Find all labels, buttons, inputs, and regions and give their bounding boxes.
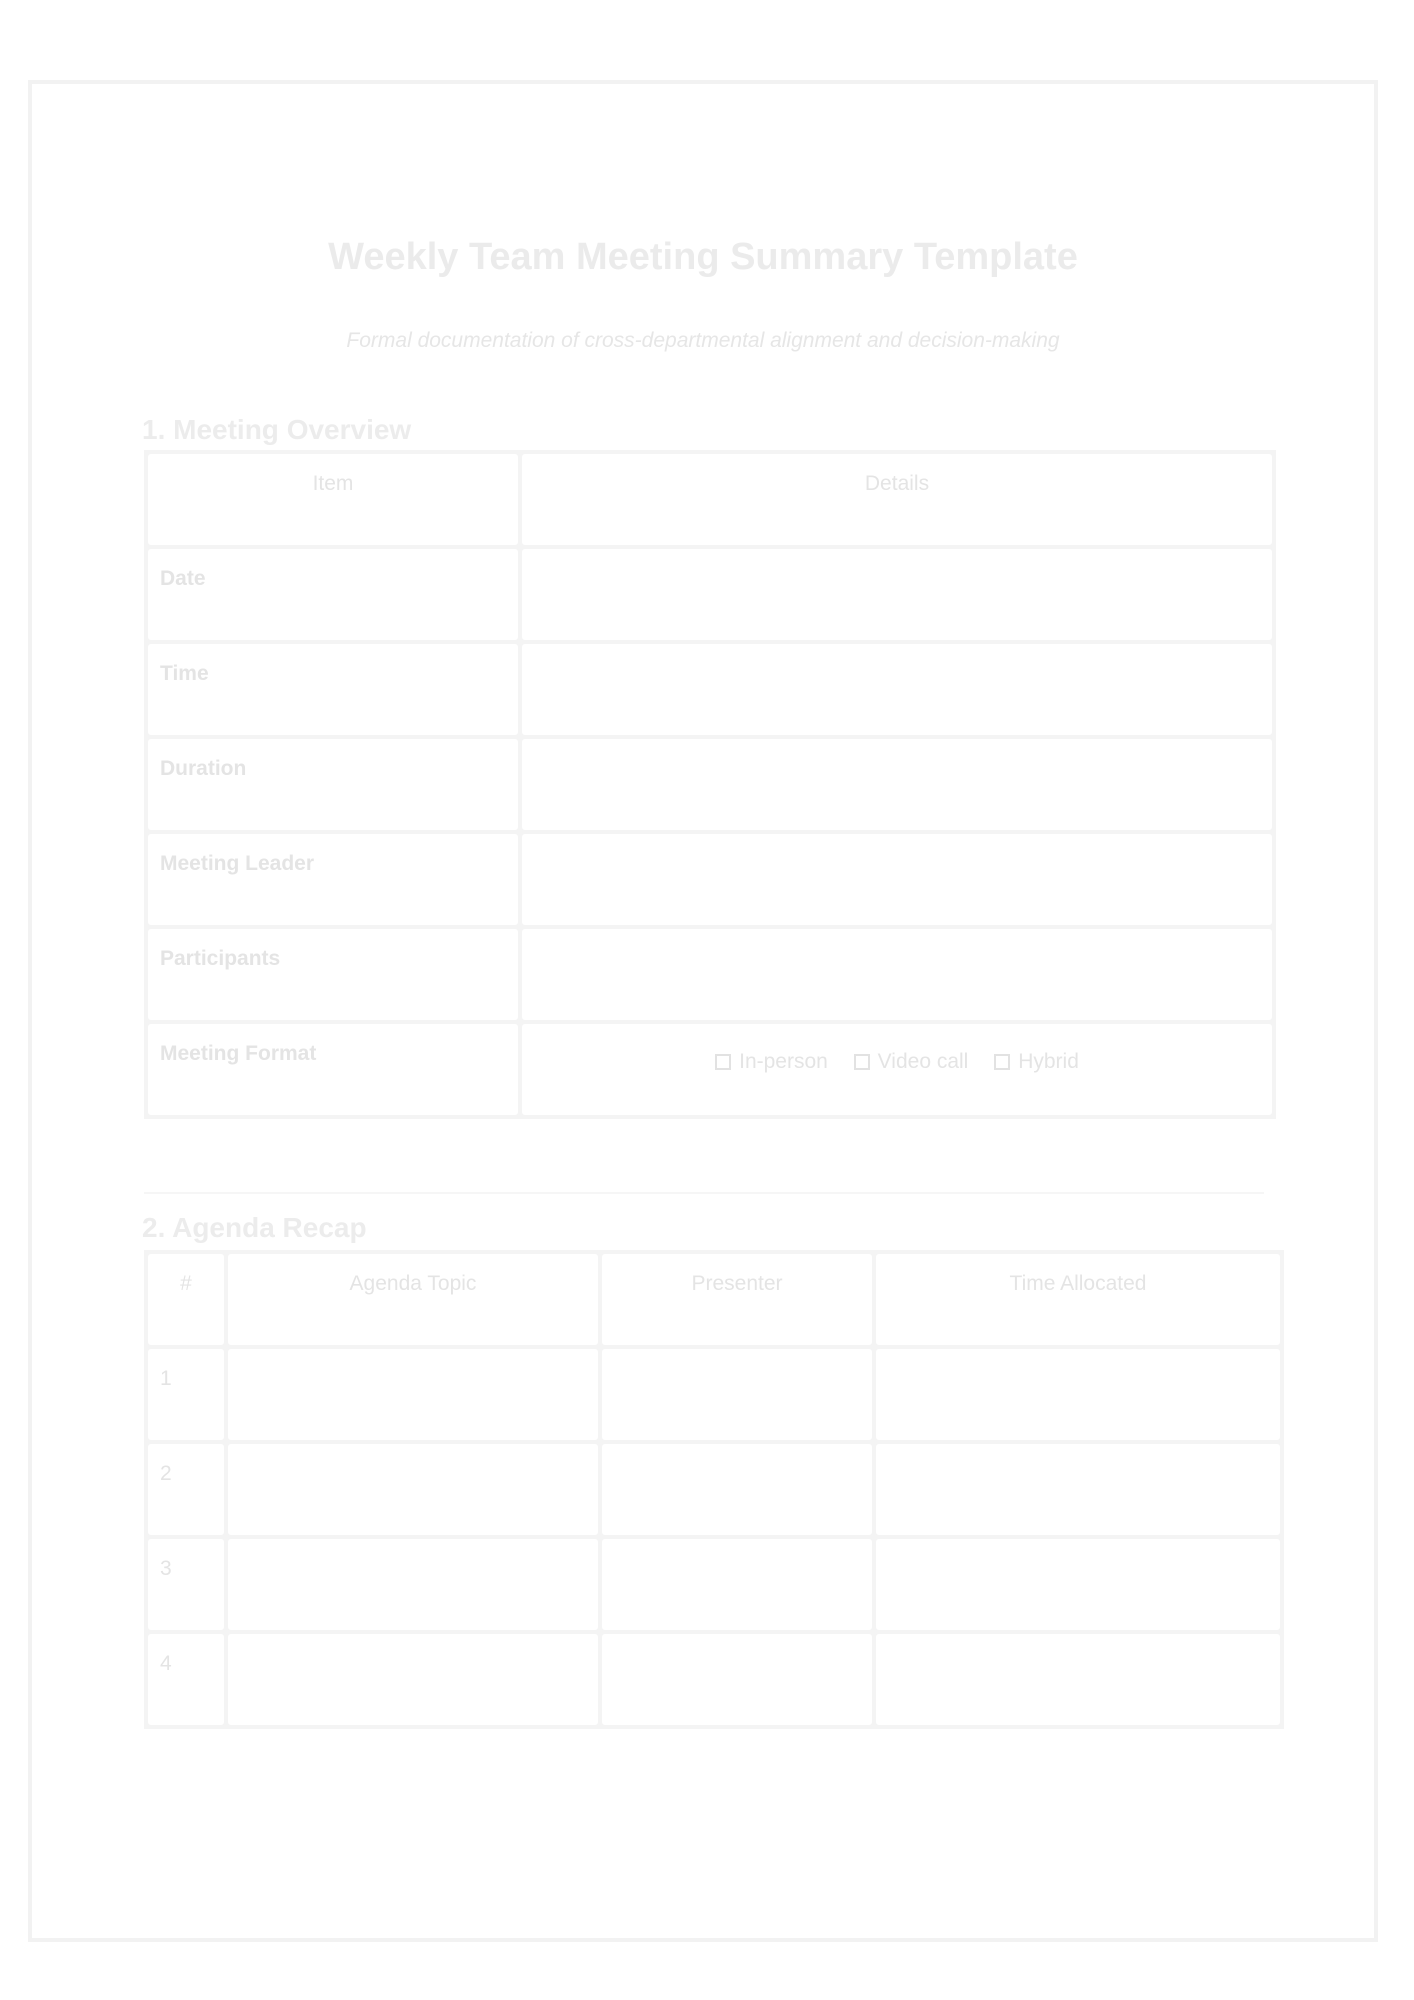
checkbox-icon[interactable] bbox=[854, 1054, 870, 1070]
column-header-item: Item bbox=[148, 454, 518, 545]
table-header-row bbox=[148, 1254, 1280, 1345]
format-option-label: In-person bbox=[739, 1050, 828, 1073]
row-number: 2 bbox=[148, 1444, 224, 1535]
section-heading-agenda: 2. Agenda Recap bbox=[142, 1212, 367, 1243]
presenter-field[interactable] bbox=[602, 1444, 872, 1535]
column-header-agenda-topic: Agenda Topic bbox=[228, 1254, 598, 1345]
column-header-presenter: Presenter bbox=[602, 1254, 872, 1345]
agenda-topic-field[interactable] bbox=[228, 1444, 598, 1535]
format-option-in-person[interactable] bbox=[715, 1050, 828, 1073]
table-row bbox=[148, 1024, 1272, 1115]
checkbox-icon[interactable] bbox=[715, 1054, 731, 1070]
document-page bbox=[28, 80, 1378, 1942]
presenter-field[interactable] bbox=[602, 1349, 872, 1440]
table-row bbox=[148, 834, 1272, 925]
row-label-duration: Duration bbox=[148, 739, 518, 830]
format-option-label: Hybrid bbox=[1018, 1050, 1079, 1073]
document-title: Weekly Team Meeting Summary Template bbox=[328, 236, 1078, 278]
agenda-topic-field[interactable] bbox=[228, 1634, 598, 1725]
time-allocated-field[interactable] bbox=[876, 1444, 1280, 1535]
row-label-date: Date bbox=[148, 549, 518, 640]
date-value-field[interactable] bbox=[522, 549, 1272, 640]
time-allocated-field[interactable] bbox=[876, 1349, 1280, 1440]
time-allocated-field[interactable] bbox=[876, 1539, 1280, 1630]
column-header-details: Details bbox=[522, 454, 1272, 545]
column-header-time-allocated: Time Allocated bbox=[876, 1254, 1280, 1345]
format-option-hybrid[interactable] bbox=[994, 1050, 1079, 1073]
meeting-leader-value-field[interactable] bbox=[522, 834, 1272, 925]
checkbox-icon[interactable] bbox=[994, 1054, 1010, 1070]
table-row bbox=[148, 929, 1272, 1020]
presenter-field[interactable] bbox=[602, 1634, 872, 1725]
meeting-format-options bbox=[522, 1024, 1272, 1115]
agenda-topic-field[interactable] bbox=[228, 1539, 598, 1630]
agenda-recap-table bbox=[144, 1250, 1284, 1729]
row-number: 1 bbox=[148, 1349, 224, 1440]
row-label-meeting-leader: Meeting Leader bbox=[148, 834, 518, 925]
row-label-time: Time bbox=[148, 644, 518, 735]
row-label-meeting-format: Meeting Format bbox=[148, 1024, 518, 1115]
row-number: 3 bbox=[148, 1539, 224, 1630]
column-header-number: # bbox=[148, 1254, 224, 1345]
time-allocated-field[interactable] bbox=[876, 1634, 1280, 1725]
table-row bbox=[148, 1539, 1280, 1630]
agenda-topic-field[interactable] bbox=[228, 1349, 598, 1440]
duration-value-field[interactable] bbox=[522, 739, 1272, 830]
section-heading-overview: 1. Meeting Overview bbox=[142, 414, 412, 445]
meeting-overview-table bbox=[144, 450, 1276, 1119]
presenter-field[interactable] bbox=[602, 1539, 872, 1630]
document-subtitle: Formal documentation of cross-departmental alignment and decision-making bbox=[346, 329, 1060, 352]
table-row bbox=[148, 739, 1272, 830]
time-value-field[interactable] bbox=[522, 644, 1272, 735]
table-row bbox=[148, 644, 1272, 735]
table-row bbox=[148, 549, 1272, 640]
table-row bbox=[148, 1444, 1280, 1535]
table-header-row bbox=[148, 454, 1272, 545]
section-divider bbox=[144, 1192, 1264, 1194]
row-number: 4 bbox=[148, 1634, 224, 1725]
participants-value-field[interactable] bbox=[522, 929, 1272, 1020]
table-row bbox=[148, 1634, 1280, 1725]
format-option-label: Video call bbox=[877, 1050, 969, 1073]
row-label-participants: Participants bbox=[148, 929, 518, 1020]
table-row bbox=[148, 1349, 1280, 1440]
format-option-video-call[interactable] bbox=[854, 1050, 969, 1073]
